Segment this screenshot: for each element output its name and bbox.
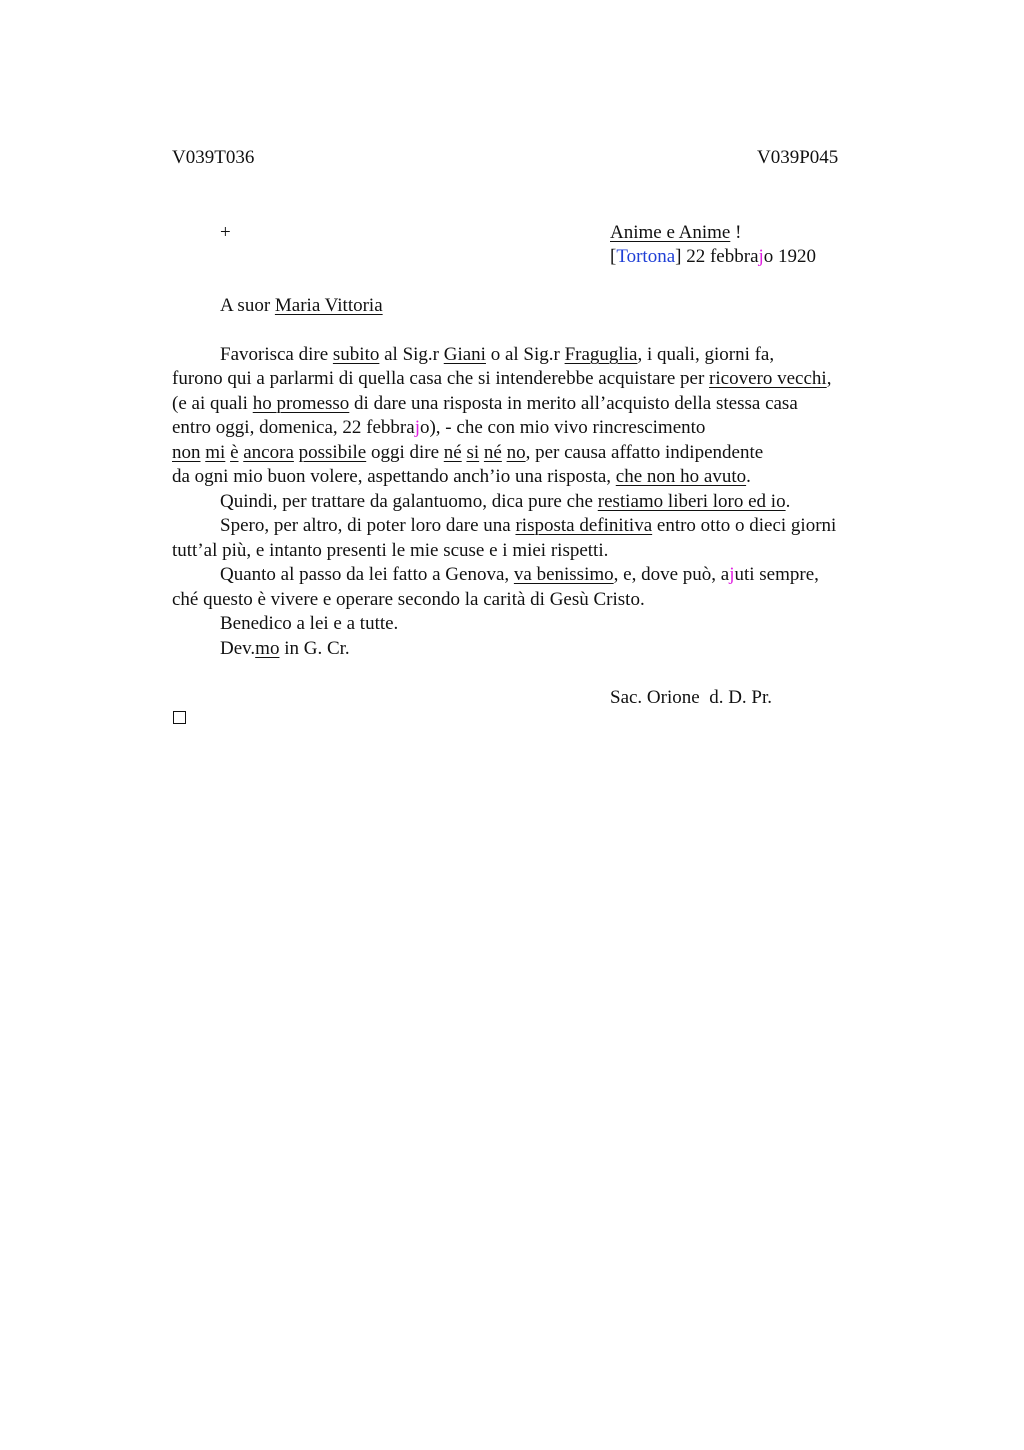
underlined-text: possibile <box>298 442 367 463</box>
date-part: 22 febbra <box>681 246 759 267</box>
underlined-text: né <box>483 442 502 463</box>
underlined-text: mi <box>205 442 226 463</box>
body-line-8 <box>220 514 836 538</box>
text: o al Sig.r <box>485 344 565 365</box>
underlined-text: è <box>230 442 239 463</box>
underlined-text: né <box>443 442 462 463</box>
salutation-prefix: A suor <box>220 295 275 316</box>
text: Spero, per altro, di poter loro dare una <box>220 515 516 536</box>
j-letter: j <box>414 417 420 438</box>
motto <box>610 221 741 245</box>
j-letter: j <box>729 564 735 585</box>
underlined-text: ho promesso <box>252 393 350 414</box>
underlined-text: non <box>172 442 201 463</box>
text: entro oggi, domenica, 22 febbra <box>172 417 415 438</box>
body-line-6 <box>172 465 751 489</box>
underlined-text: Giani <box>443 344 486 365</box>
body-line-5 <box>172 441 763 465</box>
text: , per causa affatto indipendente <box>525 442 764 463</box>
underlined-text: ancora <box>243 442 294 463</box>
underlined-text: va benissimo <box>513 564 614 585</box>
body-line-12: Benedico a lei e a tutte. <box>220 613 399 634</box>
date-part: o 1920 <box>763 246 817 267</box>
place-date <box>610 245 816 269</box>
document-code-left: V039T036 <box>172 147 255 168</box>
text: Favorisca dire <box>220 344 333 365</box>
text: entro otto o dieci giorni <box>652 515 837 536</box>
underlined-text: si <box>466 442 480 463</box>
text: Dev. <box>220 638 256 659</box>
body-line-1 <box>220 343 774 367</box>
closing <box>220 637 350 661</box>
body-line-10 <box>220 563 819 587</box>
text: (e ai quali <box>172 393 253 414</box>
body-line-4 <box>172 416 705 440</box>
underlined-text: subito <box>332 344 380 365</box>
body-line-11: ché questo è vivere e operare secondo la carità di Gesù Cristo. <box>172 589 645 610</box>
text: Quindi, per trattare da galantuomo, dica pure che <box>220 491 598 512</box>
underlined-text: ricovero vecchi <box>709 368 827 389</box>
text: oggi dire <box>366 442 444 463</box>
text: , <box>826 368 832 389</box>
motto-suffix: ! <box>730 222 742 243</box>
body-line-9: tutt’al più, e intanto presenti le mie scuse e i miei rispetti. <box>172 540 609 561</box>
text: Quanto al passo da lei fatto a Genova, <box>220 564 514 585</box>
recipient-name: Maria Vittoria <box>274 295 383 316</box>
place-name: Tortona <box>616 246 676 267</box>
salutation <box>220 294 383 318</box>
underlined-text: Fraguglia <box>564 344 638 365</box>
body-line-7 <box>220 490 790 514</box>
bracket-open: [ <box>610 246 617 267</box>
cross-mark: + <box>220 222 231 243</box>
body-line-3 <box>172 392 798 416</box>
text: , e, dove può, a <box>613 564 730 585</box>
body-line-2 <box>172 367 831 391</box>
underlined-text: no <box>506 442 526 463</box>
text: furono qui a parlarmi di quella casa che si intenderebbe acquistare per <box>172 368 710 389</box>
text: di dare una risposta in merito all’acquisto della stessa casa <box>349 393 798 414</box>
j-letter: j <box>758 246 764 267</box>
signature: Sac. Orione d. D. Pr. <box>610 687 773 708</box>
text: o), - che con mio vivo rincrescimento <box>419 417 706 438</box>
motto-text: Anime e Anime <box>610 222 731 243</box>
text: al Sig.r <box>379 344 444 365</box>
text: , i quali, giorni fa, <box>637 344 775 365</box>
text: in G. Cr. <box>279 638 350 659</box>
text: . <box>785 491 791 512</box>
underlined-text: restiamo liberi loro ed io <box>597 491 786 512</box>
bracket-close: ] <box>675 246 682 267</box>
text: uti sempre, <box>734 564 819 585</box>
text: da ogni mio buon volere, aspettando anch’io una risposta, <box>172 466 616 487</box>
underlined-text: che non ho avuto <box>615 466 747 487</box>
end-box-icon <box>173 711 186 724</box>
text: . <box>746 466 751 487</box>
underlined-text: mo <box>255 638 280 659</box>
document-code-right: V039P045 <box>757 147 839 168</box>
underlined-text: risposta definitiva <box>515 515 653 536</box>
